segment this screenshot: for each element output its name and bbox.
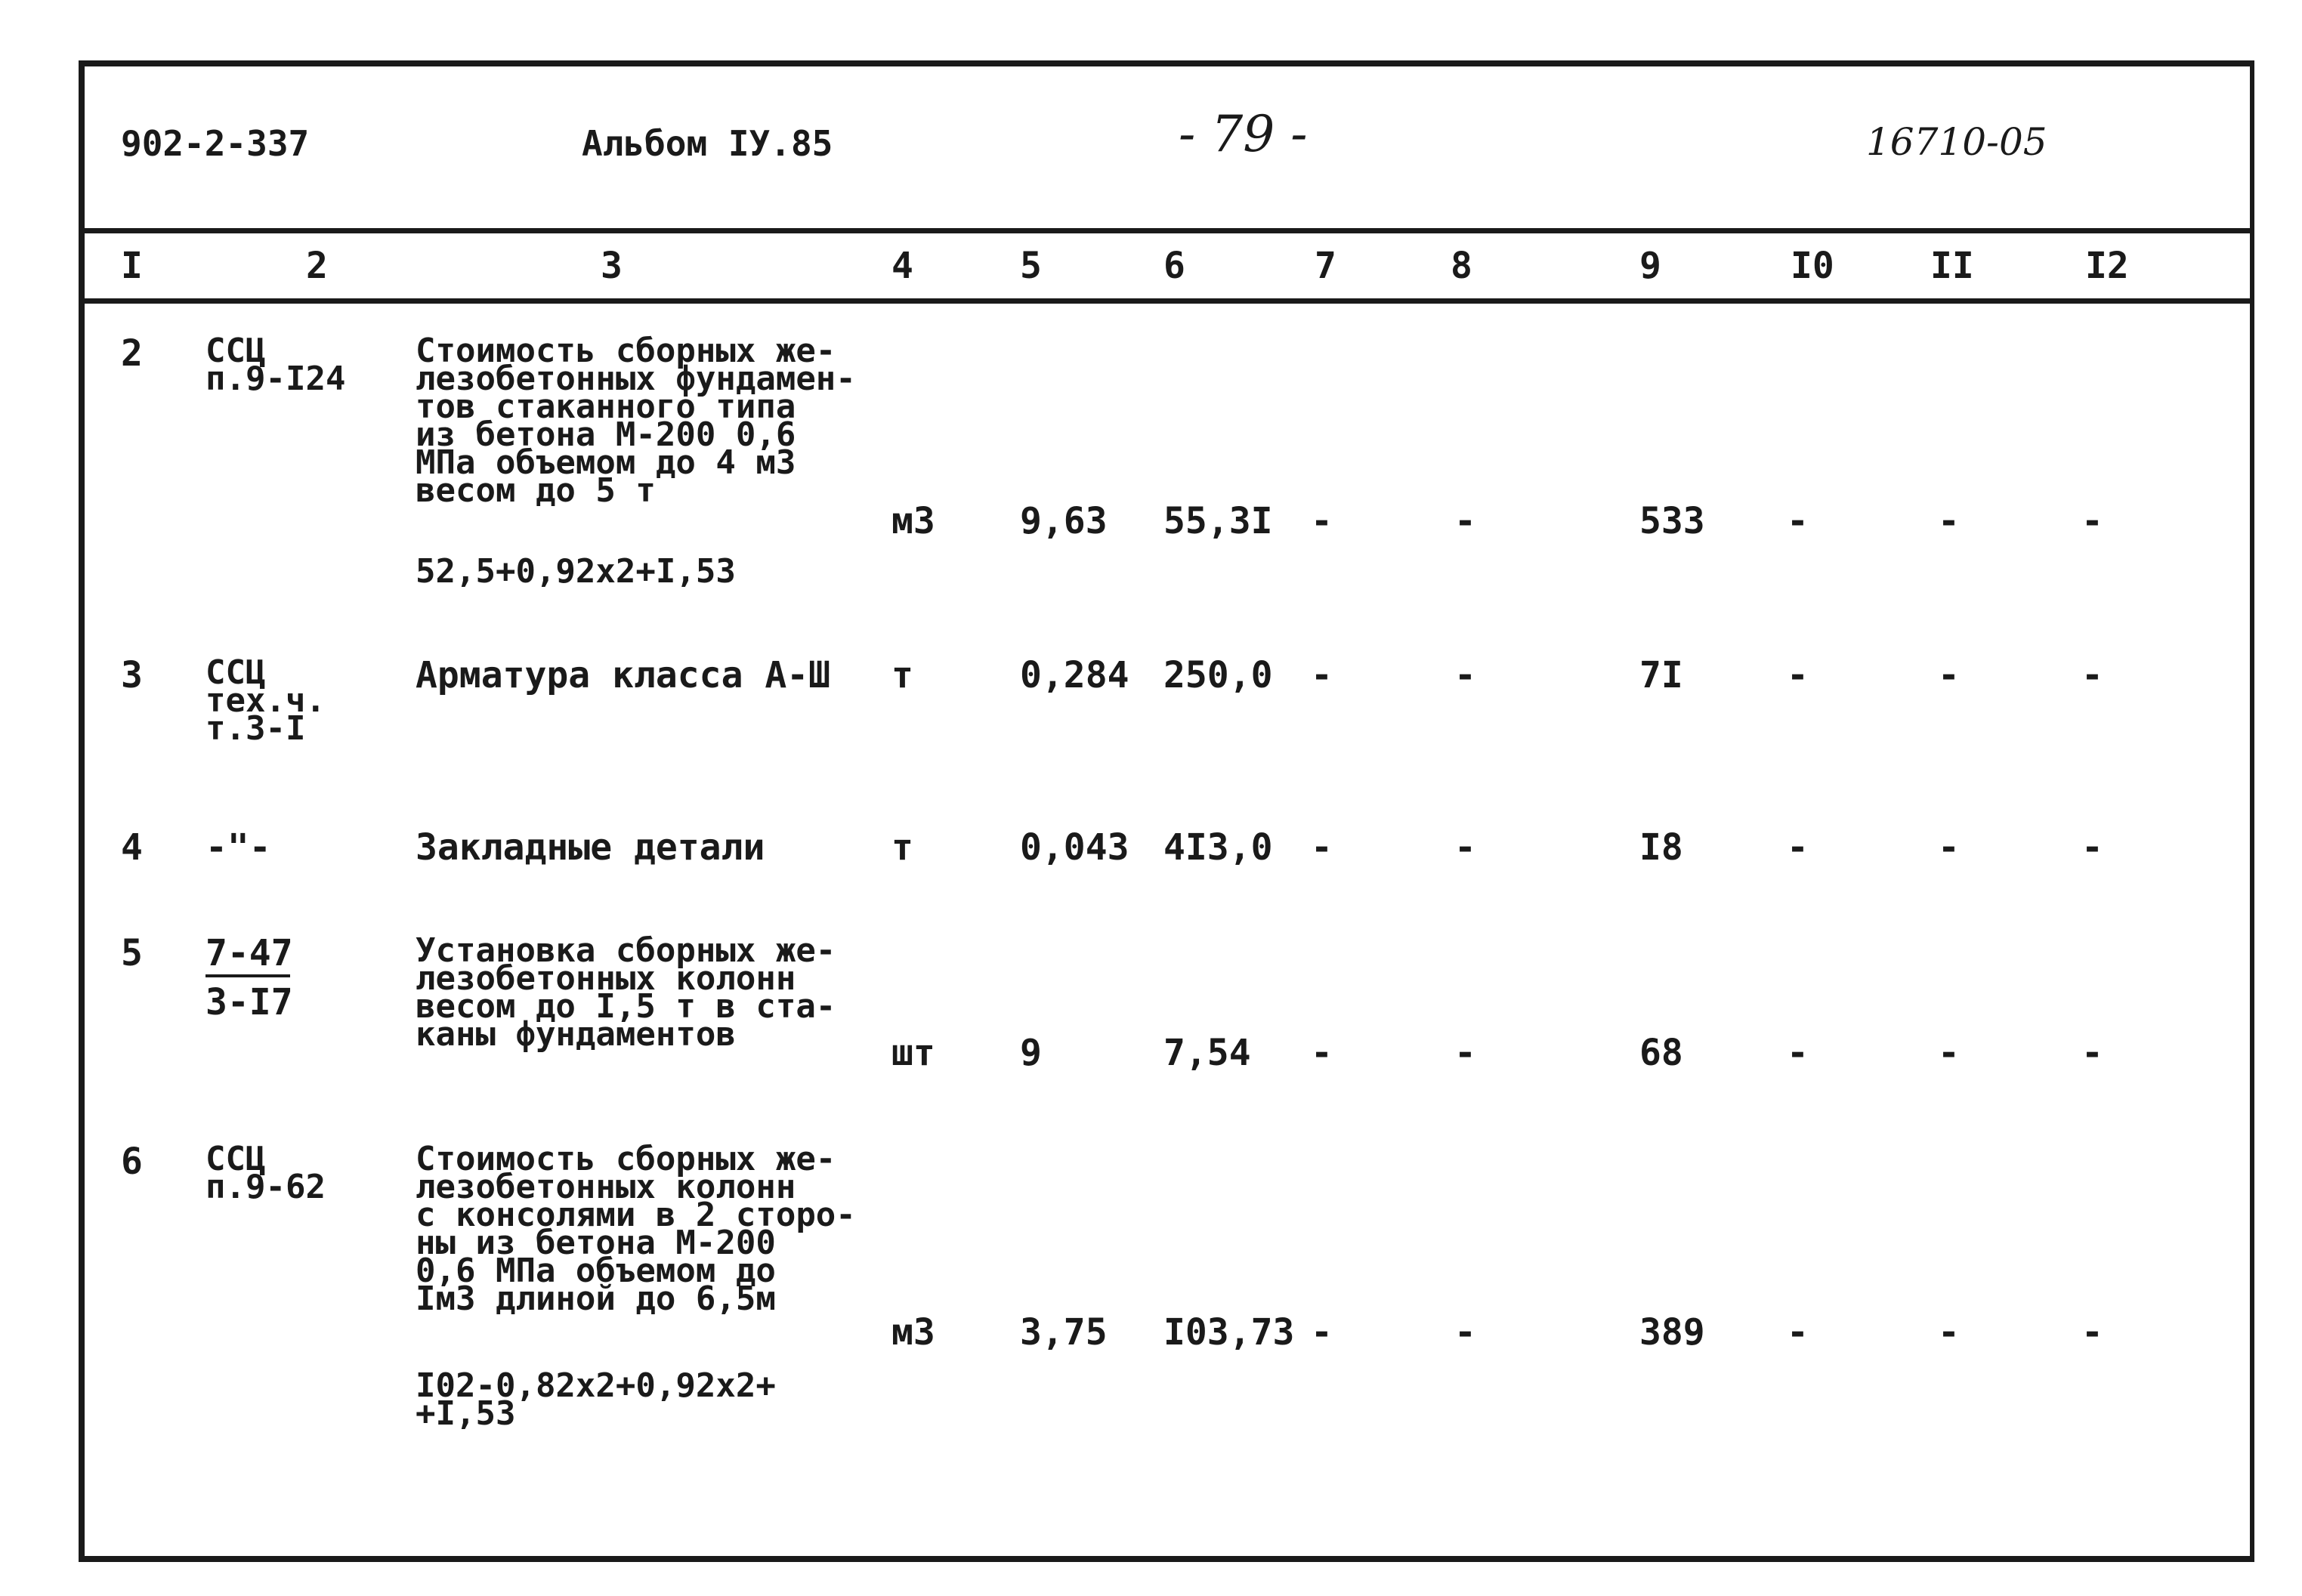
column-header: 3 [601, 245, 623, 287]
header-rule-top [79, 228, 2254, 233]
row-col12: - [2081, 500, 2103, 542]
row-formula: I02-0,82x2+0,92x2+ +I,53 [416, 1366, 776, 1433]
row-col12: - [2081, 1311, 2103, 1354]
fraction-line [205, 974, 290, 977]
row-col11: - [1938, 654, 1960, 696]
row-unit-price: 55,3I [1163, 500, 1273, 542]
column-header: 2 [306, 245, 328, 287]
row-unit-price: 7,54 [1163, 1032, 1251, 1074]
row-number: 6 [121, 1141, 143, 1183]
row-col8: - [1454, 500, 1476, 542]
row-quantity: 9 [1020, 1032, 1042, 1074]
row-total: 533 [1639, 500, 1705, 542]
row-description: Стоимость сборных же- лезобетонных колонн с консолями в 2 сторо- ны из бетона М-200 0,6 МПа объемом до Iм3 длиной до 6,5м [416, 1140, 856, 1318]
header-rule-bottom [79, 298, 2254, 304]
row-unit-price: I03,73 [1163, 1311, 1295, 1354]
row-number: 4 [121, 826, 143, 869]
row-code: -"- [205, 826, 271, 869]
row-formula: 52,5+0,92x2+I,53 [416, 552, 736, 591]
row-col8: - [1454, 1032, 1476, 1074]
row-col7: - [1311, 1032, 1333, 1074]
row-col7: - [1311, 826, 1333, 869]
row-unit-price: 4I3,0 [1163, 826, 1273, 869]
column-header: 9 [1639, 245, 1661, 287]
row-col8: - [1454, 654, 1476, 696]
row-col10: - [1787, 826, 1809, 869]
row-col11: - [1938, 1032, 1960, 1074]
page-number: - 79 - [1179, 105, 1308, 163]
row-number: 3 [121, 654, 143, 696]
row-col8: - [1454, 826, 1476, 869]
row-col11: - [1938, 1311, 1960, 1354]
row-quantity: 0,284 [1020, 654, 1129, 696]
row-number: 2 [121, 332, 143, 375]
row-col12: - [2081, 654, 2103, 696]
row-col7: - [1311, 500, 1333, 542]
row-col10: - [1787, 1311, 1809, 1354]
column-header: 7 [1315, 245, 1336, 287]
row-col8: - [1454, 1311, 1476, 1354]
row-description: Закладные детали [416, 826, 765, 869]
row-total: 68 [1639, 1032, 1683, 1074]
column-header: I0 [1791, 245, 1834, 287]
row-code: ССЦ п.9-I24 [205, 332, 346, 398]
row-total: 7I [1639, 654, 1683, 696]
row-description: Стоимость сборных же- лезобетонных фундамен- тов стаканного типа из бетона М-200 0,6 МПа объемом до 4 м3 весом до 5 т [416, 332, 856, 510]
row-code: ССЦ тех.ч. т.3-I [205, 653, 326, 748]
row-unit: шт [891, 1032, 935, 1074]
row-number: 5 [121, 932, 143, 974]
row-col7: - [1311, 1311, 1333, 1354]
row-col12: - [2081, 826, 2103, 869]
row-col12: - [2081, 1032, 2103, 1074]
row-total: 389 [1639, 1311, 1705, 1354]
row-code-denominator: 3-I7 [205, 981, 293, 1023]
album-label: Альбом IУ.85 [582, 123, 833, 164]
row-code: ССЦ п.9-62 [205, 1140, 326, 1206]
row-col10: - [1787, 654, 1809, 696]
column-header: II [1930, 245, 1974, 287]
row-col11: - [1938, 500, 1960, 542]
column-header: 5 [1020, 245, 1042, 287]
row-col7: - [1311, 654, 1333, 696]
doc-code: 902-2-337 [121, 123, 310, 164]
row-code-numerator: 7-47 [205, 932, 293, 974]
column-header: 6 [1163, 245, 1185, 287]
row-description: Арматура класса А-Ш [416, 654, 831, 696]
row-unit-price: 250,0 [1163, 654, 1273, 696]
row-total: I8 [1639, 826, 1683, 869]
column-header: 8 [1451, 245, 1472, 287]
row-quantity: 3,75 [1020, 1311, 1108, 1354]
doc-id: 16710-05 [1866, 120, 2047, 164]
row-col10: - [1787, 1032, 1809, 1074]
row-col11: - [1938, 826, 1960, 869]
row-unit: м3 [891, 1311, 935, 1354]
column-header: I [121, 245, 143, 287]
row-quantity: 9,63 [1020, 500, 1108, 542]
column-header: 4 [891, 245, 913, 287]
column-header: I2 [2085, 245, 2129, 287]
row-unit: т [891, 654, 913, 696]
row-unit: м3 [891, 500, 935, 542]
row-quantity: 0,043 [1020, 826, 1129, 869]
row-unit: т [891, 826, 913, 869]
row-description: Установка сборных же- лезобетонных колонн весом до I,5 т в ста- каны фундаментов [416, 931, 836, 1054]
row-col10: - [1787, 500, 1809, 542]
